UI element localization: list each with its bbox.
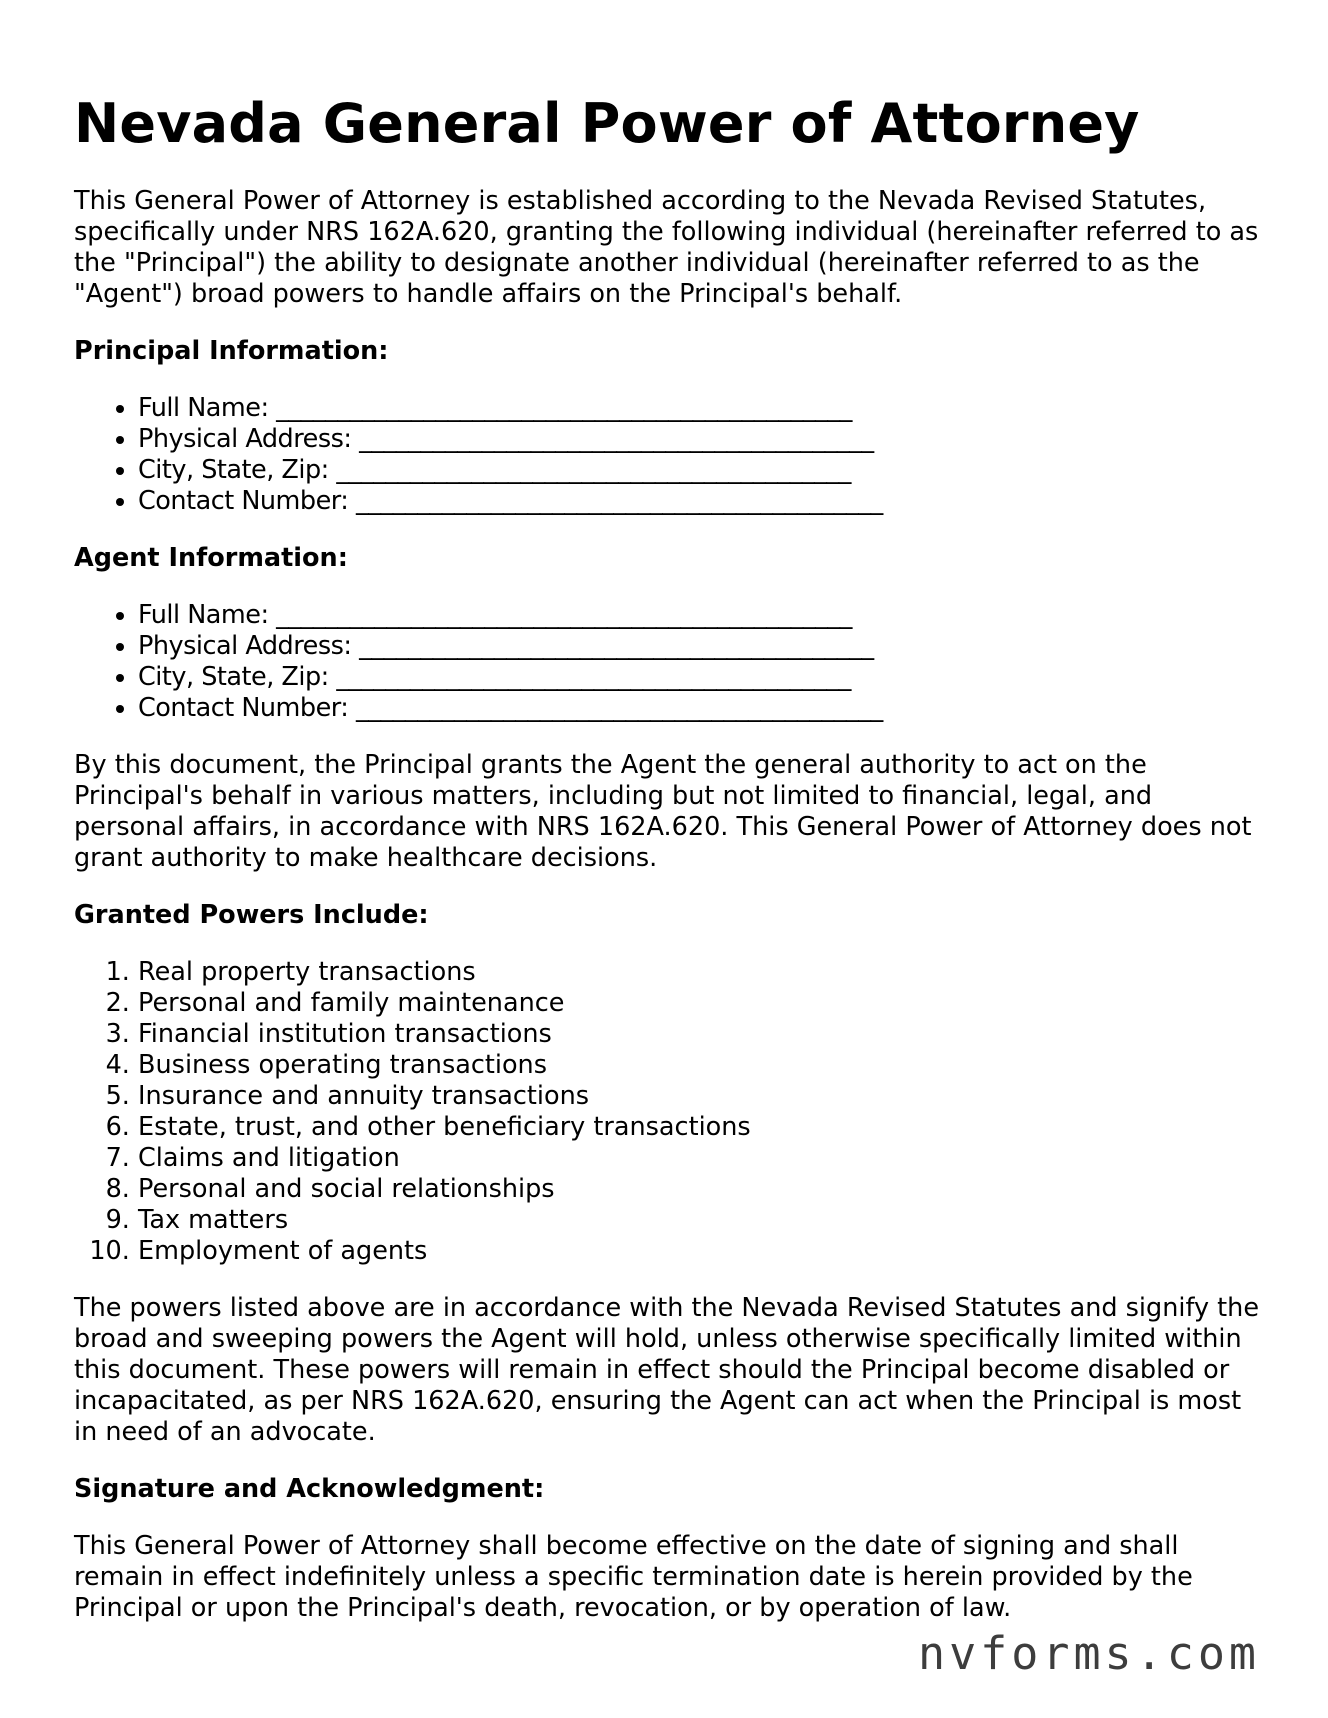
power-item: 9. Tax matters — [138, 1205, 1264, 1236]
power-item: 1. Real property transactions — [138, 957, 1264, 988]
document-page — [74, 0, 1264, 1624]
principal-fields-list — [74, 393, 1264, 517]
power-item: 4. Business operating transactions — [138, 1050, 1264, 1081]
power-item: 6. Estate, trust, and other beneficiary transactions — [138, 1112, 1264, 1143]
signature-paragraph: This General Power of Attorney shall become effective on the date of signing and shall remain in effect indefinitely unless a specific termination date is herein provided by the Principal or upon the Principal's death, revocation, or by operation of law. — [74, 1531, 1193, 1623]
intro-paragraph: This General Power of Attorney is established according to the Nevada Revised Statutes, specifically under NRS 162A.620, granting the following individual (hereinafter referred to as the "Principal") the ability to designate another individual (hereinafter referred to as the "Agent") broad powers to handle affairs on the Principal's behalf. — [74, 186, 1259, 309]
granted-powers-list — [74, 957, 1264, 1267]
agent-full-name-field[interactable]: • Full Name: _______________________________________________ — [138, 600, 1264, 631]
document-title: Nevada General Power of Attorney — [74, 92, 1140, 155]
signature-heading: Signature and Acknowledgment: — [74, 1474, 545, 1504]
power-item: 3. Financial institution transactions — [138, 1019, 1264, 1050]
principal-city-state-zip-field[interactable]: • City, State, Zip: __________________________________________ — [138, 455, 1264, 486]
principal-heading: Principal Information: — [74, 336, 389, 366]
power-item: 8. Personal and social relationships — [138, 1174, 1264, 1205]
principal-address-field[interactable]: • Physical Address: __________________________________________ — [138, 424, 1264, 455]
power-item: 10. Employment of agents — [138, 1236, 1264, 1267]
principal-full-name-field[interactable]: • Full Name: _______________________________________________ — [138, 393, 1264, 424]
power-item: 7. Claims and litigation — [138, 1143, 1264, 1174]
agent-contact-number-field[interactable]: • Contact Number: ___________________________________________ — [138, 693, 1264, 724]
grant-paragraph: By this document, the Principal grants the Agent the general authority to act on the Principal's behalf in various matters, including but not limited to financial, legal, and personal affairs, in accordance with NRS 162A.620. This General Power of Attorney does not grant authority to make healthcare decisions. — [74, 750, 1252, 873]
principal-contact-number-field[interactable]: • Contact Number: ___________________________________________ — [138, 486, 1264, 517]
granted-powers-heading: Granted Powers Include: — [74, 900, 429, 930]
agent-heading: Agent Information: — [74, 543, 348, 573]
agent-city-state-zip-field[interactable]: • City, State, Zip: __________________________________________ — [138, 662, 1264, 693]
power-item: 5. Insurance and annuity transactions — [138, 1081, 1264, 1112]
agent-fields-list — [74, 600, 1264, 724]
powers-paragraph: The powers listed above are in accordance with the Nevada Revised Statutes and signify the broad and sweeping powers the Agent will hold, unless otherwise specifically limited within this document. These powers will remain in effect should the Principal become disabled or incapacitated, as per NRS 162A.620, ensuring the Agent can act when the Principal is most in need of an advocate. — [74, 1293, 1260, 1447]
agent-address-field[interactable]: • Physical Address: __________________________________________ — [138, 631, 1264, 662]
power-item: 2. Personal and family maintenance — [138, 988, 1264, 1019]
watermark: nvforms.com — [918, 1627, 1261, 1680]
